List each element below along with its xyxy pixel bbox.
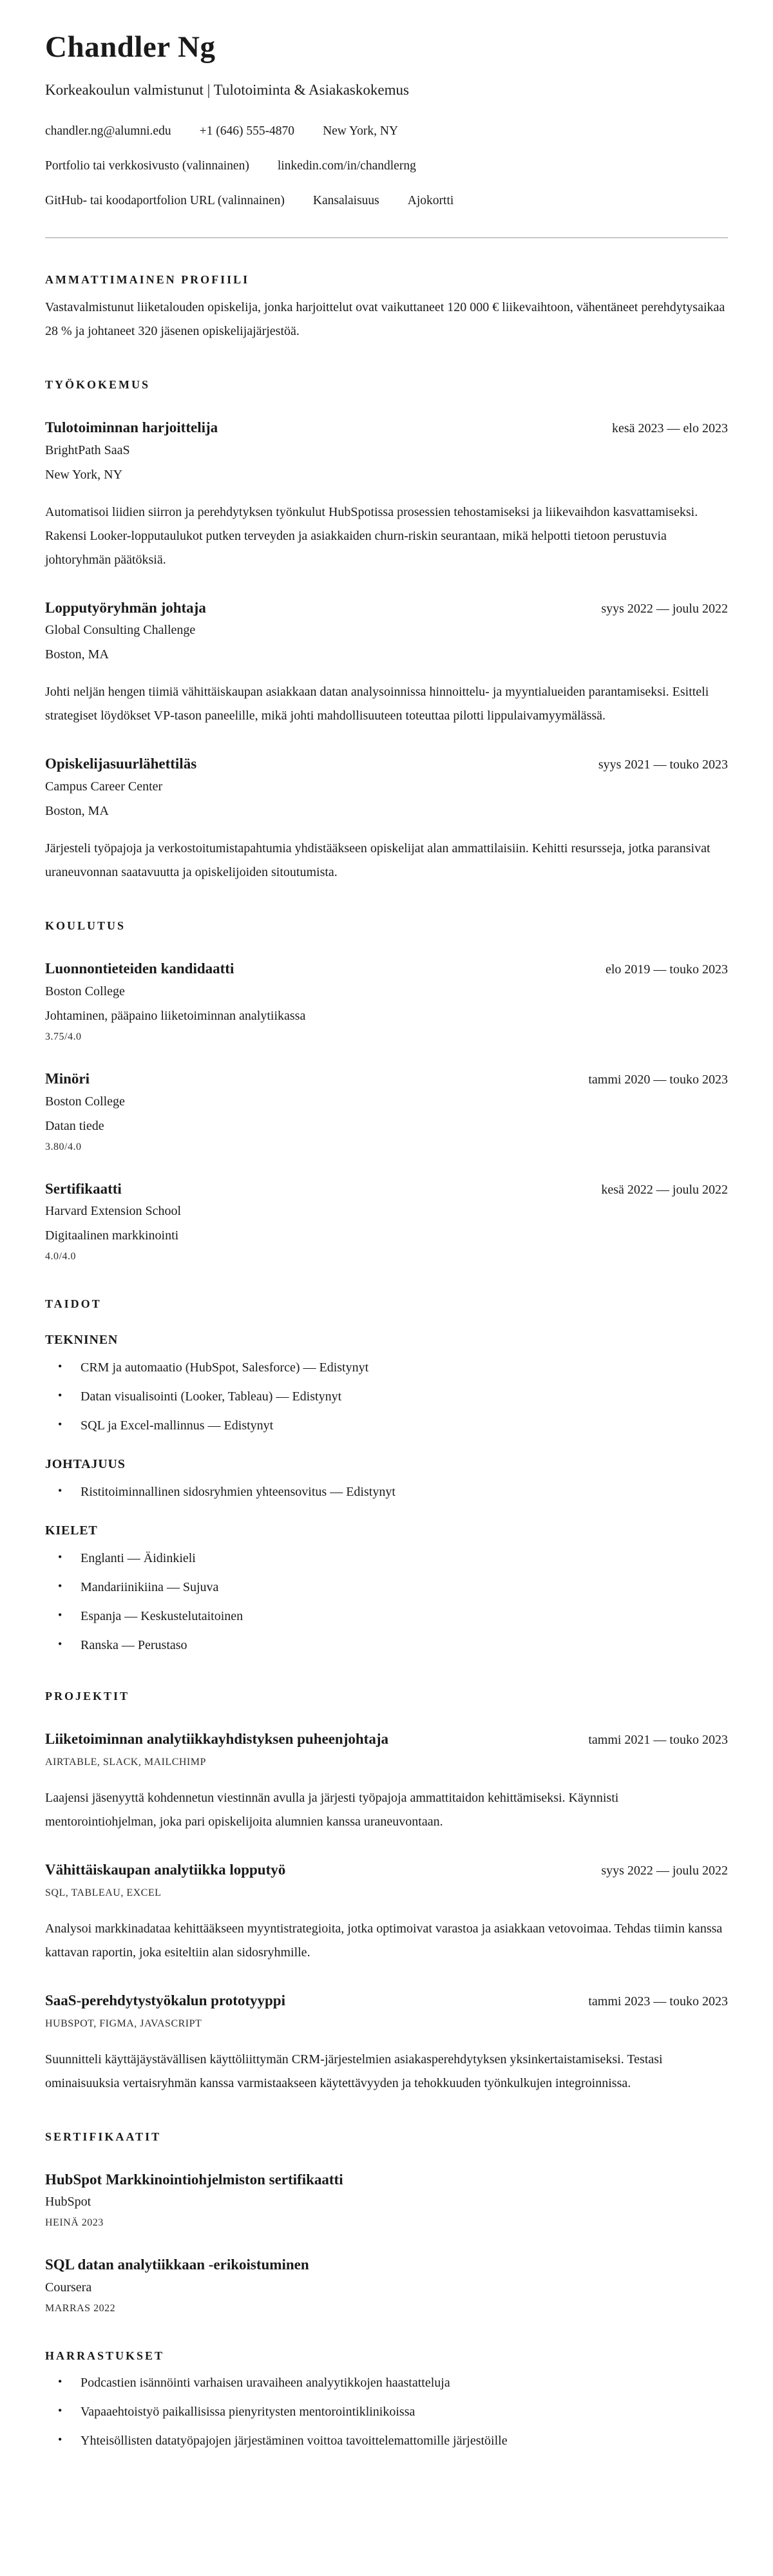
- language-item: • Englanti — Äidinkieli: [45, 1549, 728, 1568]
- job-title: Lopputyöryhmän johtaja: [45, 599, 206, 616]
- linkedin-url: linkedin.com/in/chandlerng: [277, 159, 416, 173]
- section-profile: [45, 273, 728, 343]
- experience-item: [45, 419, 728, 572]
- degree-date-range: tammi 2020 — touko 2023: [588, 1072, 728, 1087]
- job-date-range: syys 2022 — joulu 2022: [601, 601, 728, 616]
- skill-item: • SQL ja Excel-mallinnus — Edistynyt: [45, 1416, 728, 1435]
- language-item: • Ranska — Perustaso: [45, 1636, 728, 1655]
- skill-item: • Datan visualisointi (Looker, Tableau) — Edistynyt: [45, 1387, 728, 1406]
- job-date-range: syys 2021 — touko 2023: [598, 758, 728, 772]
- contact-row-1: [45, 124, 728, 138]
- project-item: [45, 1992, 728, 2095]
- project-description: Suunnitteli käyttäjäystävällisen käyttöliittymän CRM-järjestelmien asiakasperehdytyksen yksinkertaistamiseksi. Testasi ominaisuuksia vertaisryhmän kanssa varmistaakseen käytettävyyden ja tehokkuuden työnkulkujen integroinnissa.: [45, 2052, 663, 2090]
- profile-text: Vastavalmistunut liiketalouden opiskelija, jonka harjoittelut ovat vaikuttaneet 120 000 € liikevaihtoon, vähentäneet perehdytysaikaa 28 % ja johtaneet 320 jäsenen opiskelijajärjestöä.: [45, 300, 725, 338]
- hobby-item: • Yhteisöllisten datatyöpajojen järjestäminen voittoa tavoittelemattomille järjestöille: [45, 2431, 728, 2450]
- job-company: BrightPath SaaS: [45, 443, 130, 457]
- experience-item: [45, 755, 728, 884]
- certification-item: [45, 2256, 728, 2314]
- education-item: [45, 1070, 728, 1153]
- project-tools: HUBSPOT, FIGMA, JAVASCRIPT: [45, 2018, 202, 2029]
- job-location: Boston, MA: [45, 804, 109, 819]
- experience-item: [45, 599, 728, 729]
- skills-group-label: TEKNINEN: [45, 1333, 119, 1348]
- section-education: [45, 919, 728, 1263]
- candidate-name: Chandler Ng: [45, 30, 216, 64]
- education-item: [45, 1180, 728, 1263]
- skills-group-technical: [45, 1333, 728, 1435]
- certification-org: HubSpot: [45, 2195, 91, 2209]
- gpa-value: 3.80/4.0: [45, 1141, 82, 1152]
- section-experience: [45, 378, 728, 884]
- project-item: [45, 1730, 728, 1834]
- project-title: SaaS-perehdytystyökalun prototyyppi: [45, 1992, 285, 2008]
- job-description: Järjesteli työpajoja ja verkostoitumistapahtumia yhdistääkseen opiskelijat alan ammattilaisiin. Kehitti resursseja, jotka paransivat uraneuvonnan saatavuutta ja opiskelijoiden sitoutumista.: [45, 841, 711, 880]
- certification-title: HubSpot Markkinointiohjelmiston sertifikaatti: [45, 2171, 343, 2188]
- project-description: Laajensi jäsenyyttä kohdennetun viestinnän avulla ja järjesti työpajoja ammattitaidon kehittämiseksi. Käynnisti mentorointiohjelman, joka pari opiskelijoita alumnien kanssa uraneuvontaan.: [45, 1791, 619, 1829]
- certifications-heading: SERTIFIKAATIT: [45, 2130, 162, 2143]
- project-tools: SQL, TABLEAU, EXCEL: [45, 1887, 162, 1898]
- certification-date: HEINÄ 2023: [45, 2217, 104, 2229]
- project-title: Vähittäiskaupan analytiikka lopputyö: [45, 1862, 286, 1878]
- degree-title: Sertifikaatti: [45, 1180, 122, 1197]
- job-company: Campus Career Center: [45, 779, 163, 794]
- degree-title: Luonnontieteiden kandidaatti: [45, 960, 234, 977]
- job-title: Tulotoiminnan harjoittelija: [45, 419, 218, 435]
- drivers-license-label: Ajokortti: [407, 194, 454, 208]
- job-location: New York, NY: [45, 467, 123, 482]
- portfolio-label: Portfolio tai verkkosivusto (valinnainen): [45, 159, 249, 173]
- project-title: Liiketoiminnan analytiikkayhdistyksen puheenjohtaja: [45, 1731, 388, 1748]
- degree-title: Minöri: [45, 1070, 90, 1087]
- gpa-value: 4.0/4.0: [45, 1251, 76, 1263]
- hobby-item: • Podcastien isännöinti varhaisen uravaiheen analyytikkojen haastatteluja: [45, 2373, 728, 2392]
- job-description: Johti neljän hengen tiimiä vähittäiskaupan asiakkaan datan analysoinnissa hinnoittelu- ja myyntialueiden parantamiseksi. Esitteli strategiset löydökset VP-tason paneelille, mikä johti mahdollisuuteen toteuttaa pilotti lippulaivamyymälässä.: [45, 685, 709, 723]
- job-location: Boston, MA: [45, 647, 109, 662]
- field-of-study: Digitaalinen markkinointi: [45, 1228, 179, 1243]
- skill-item: • Ristitoiminnallinen sidosryhmien yhteensovitus — Edistynyt: [45, 1482, 728, 1502]
- project-item: [45, 1861, 728, 1965]
- certification-org: Coursera: [45, 2280, 92, 2295]
- project-date-range: tammi 2021 — touko 2023: [588, 1733, 728, 1748]
- header-divider: [45, 237, 728, 238]
- location: New York, NY: [323, 124, 399, 138]
- language-item: • Espanja — Keskustelutaitoinen: [45, 1607, 728, 1626]
- email: chandler.ng@alumni.edu: [45, 124, 171, 138]
- skills-heading: TAIDOT: [45, 1297, 102, 1311]
- phone: +1 (646) 555-4870: [199, 124, 295, 138]
- job-description: Automatisoi liidien siirron ja perehdytyksen työnkulut HubSpotissa prosessien tehostamiseksi ja liikevaihdon kasvattamiseksi. Rakensi Looker-lopputaulukot putken terveyden ja asiakkaiden churn-riskin seurantaan, mikä helpotti tietoon perustuvia johtoryhmän päätöksiä.: [45, 504, 698, 567]
- school-name: Boston College: [45, 984, 125, 998]
- hobby-item: • Vapaaehtoistyö paikallisissa pienyritysten mentorointiklinikoissa: [45, 2402, 728, 2421]
- github-label: GitHub- tai koodaportfolion URL (valinnainen): [45, 194, 285, 208]
- skills-group-label: KIELET: [45, 1523, 98, 1538]
- job-company: Global Consulting Challenge: [45, 623, 196, 638]
- certification-item: [45, 2171, 728, 2229]
- projects-heading: PROJEKTIT: [45, 1690, 130, 1703]
- job-title: Opiskelijasuurlähettiläs: [45, 756, 197, 772]
- project-description: Analysoi markkinadataa kehittääkseen myyntistrategioita, jotka optimoivat varastoa ja asiakkaan vetovoimaa. Tehdas tiimin kanssa kattavan raportin, joka esiteltiin alan sidosryhmille.: [45, 1921, 723, 1960]
- gpa-value: 3.75/4.0: [45, 1031, 82, 1042]
- education-item: [45, 960, 728, 1043]
- school-name: Boston College: [45, 1094, 125, 1109]
- section-skills: [45, 1297, 728, 1655]
- job-date-range: kesä 2023 — elo 2023: [612, 421, 728, 435]
- section-hobbies: [45, 2349, 728, 2450]
- skills-group-label: JOHTAJUUS: [45, 1457, 126, 1472]
- degree-date-range: elo 2019 — touko 2023: [606, 962, 728, 977]
- skills-group-languages: [45, 1523, 728, 1655]
- citizenship-label: Kansalaisuus: [312, 194, 379, 208]
- school-name: Harvard Extension School: [45, 1204, 182, 1219]
- hobbies-heading: HARRASTUKSET: [45, 2349, 165, 2363]
- headline: Korkeakoulun valmistunut | Tulotoiminta & Asiakaskokemus: [45, 82, 409, 99]
- education-heading: KOULUTUS: [45, 919, 126, 933]
- section-certifications: [45, 2130, 728, 2315]
- degree-date-range: kesä 2022 — joulu 2022: [601, 1182, 728, 1197]
- skill-item: • CRM ja automaatio (HubSpot, Salesforce) — Edistynyt: [45, 1358, 728, 1377]
- field-of-study: Datan tiede: [45, 1118, 104, 1133]
- resume-header: [45, 30, 728, 238]
- section-projects: [45, 1690, 728, 2095]
- project-date-range: syys 2022 — joulu 2022: [601, 1864, 728, 1878]
- contact-row-3: [45, 193, 728, 208]
- profile-heading: AMMATTIMAINEN PROFIILI: [45, 272, 250, 286]
- field-of-study: Johtaminen, pääpaino liiketoiminnan analytiikassa: [45, 1008, 306, 1023]
- language-item: • Mandariinikiina — Sujuva: [45, 1578, 728, 1597]
- experience-heading: TYÖKOKEMUS: [45, 377, 151, 391]
- project-tools: AIRTABLE, SLACK, MAILCHIMP: [45, 1757, 206, 1768]
- skills-group-leadership: [45, 1457, 728, 1502]
- certification-title: SQL datan analytiikkaan -erikoistuminen: [45, 2256, 309, 2273]
- certification-date: MARRAS 2022: [45, 2303, 116, 2314]
- project-date-range: tammi 2023 — touko 2023: [588, 1994, 728, 2008]
- contact-row-2: [45, 158, 728, 173]
